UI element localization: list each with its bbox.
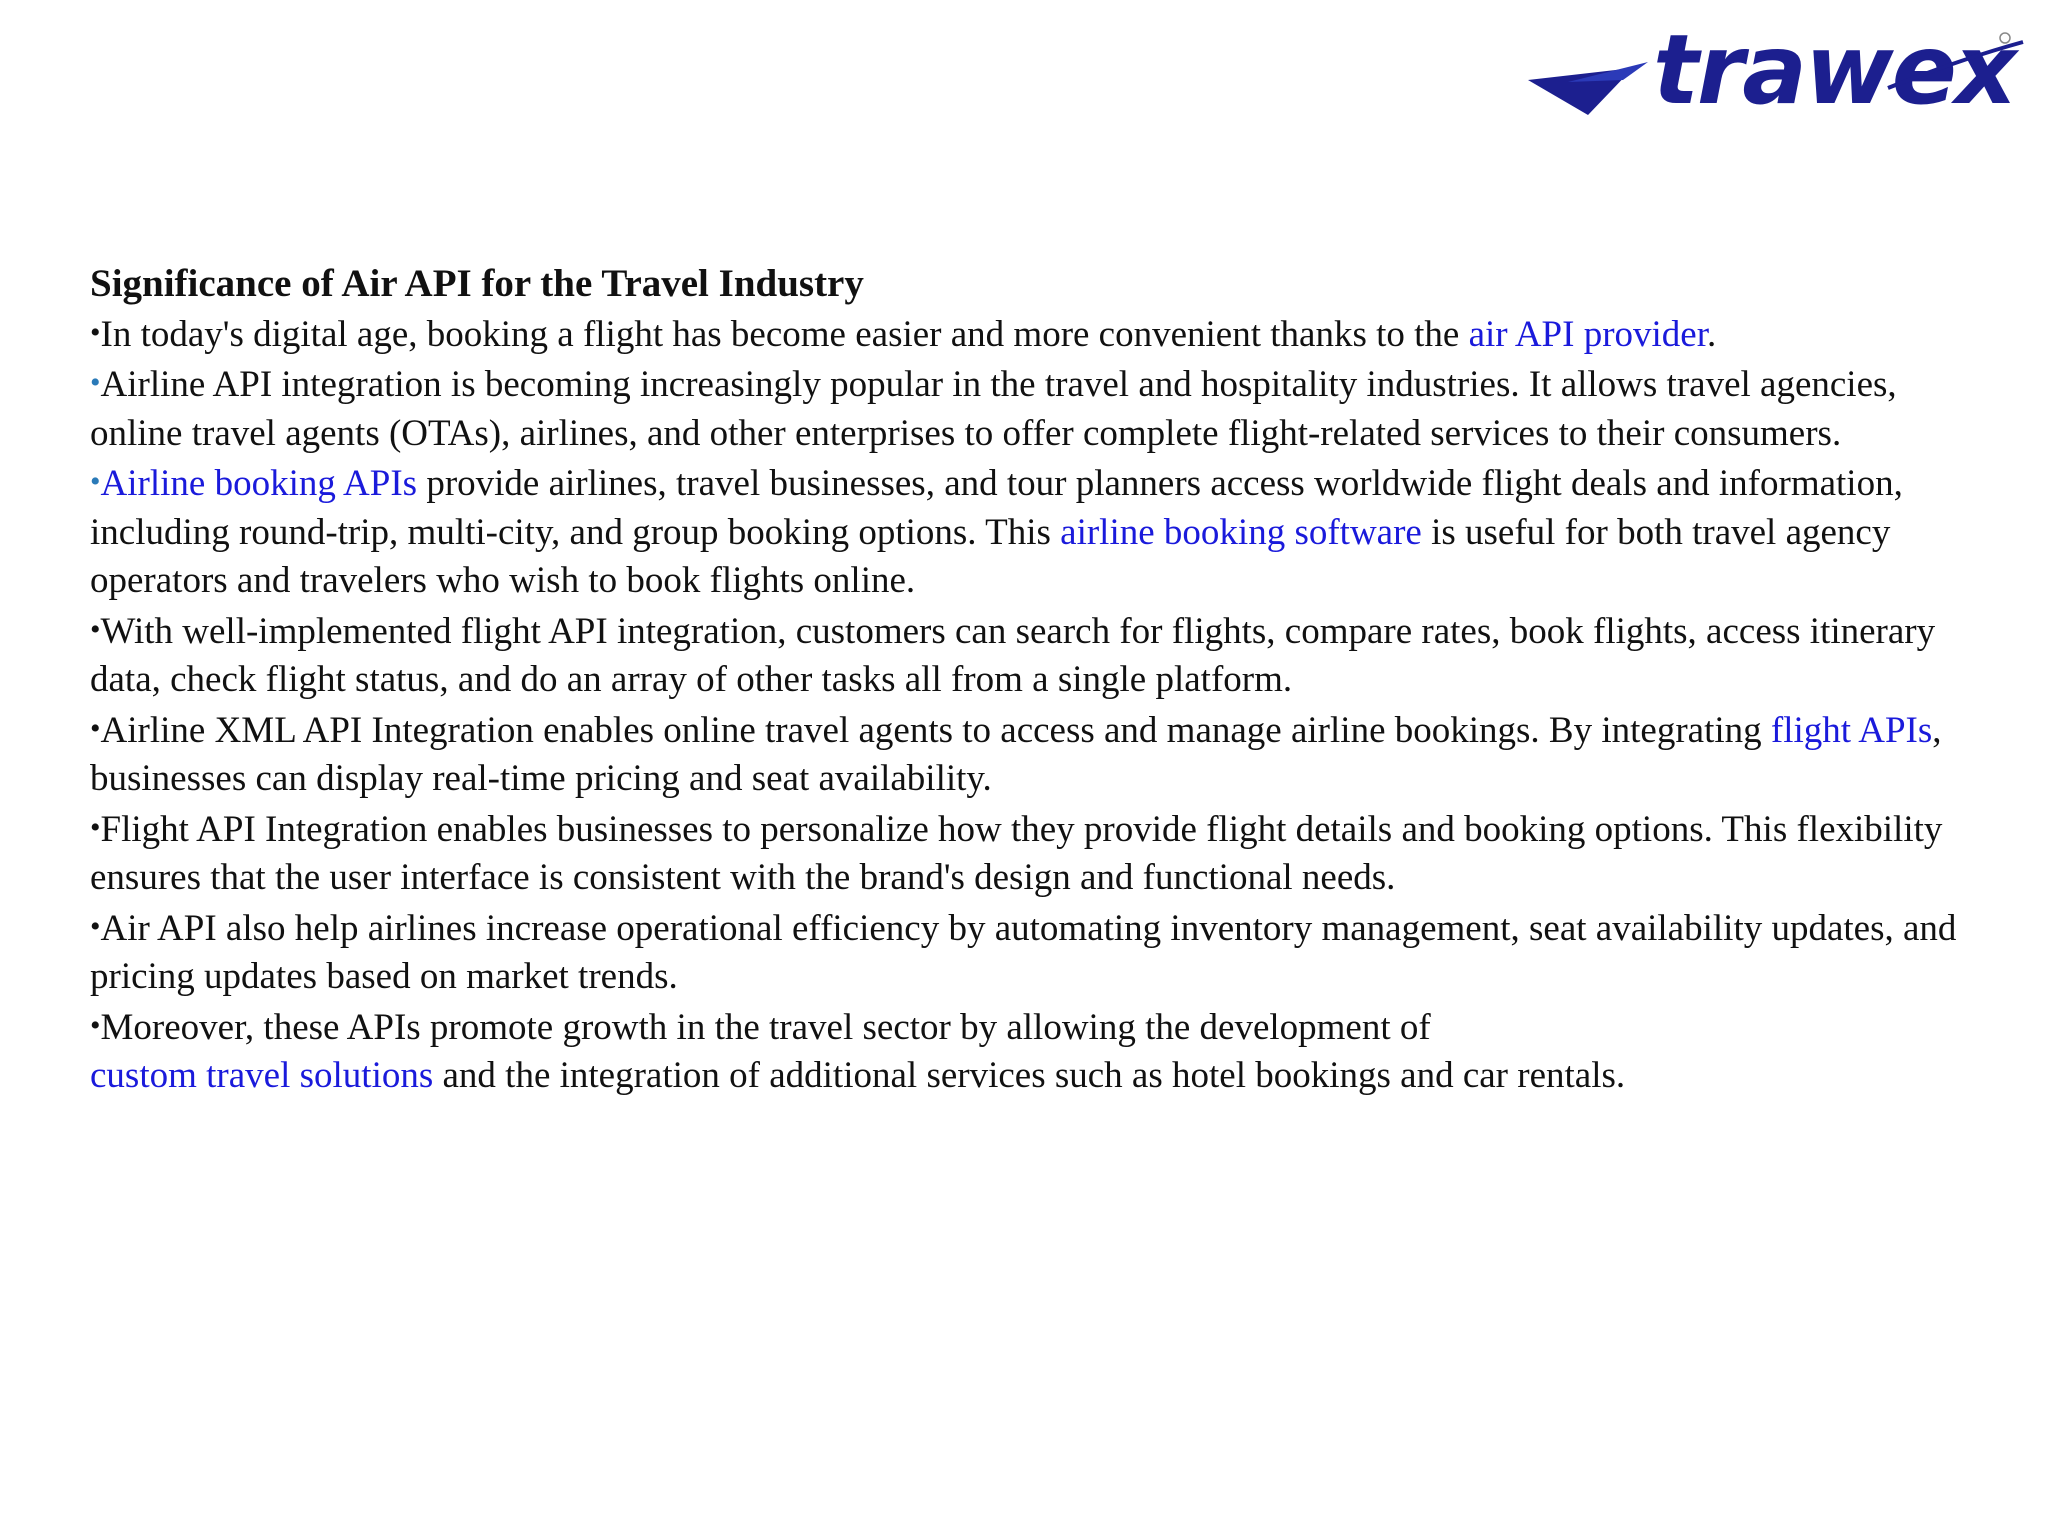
list-item [90, 903, 1990, 1002]
bullet: • [90, 810, 101, 844]
list-item [90, 458, 1990, 606]
item-text: Airline API integration is becoming increasingly popular in the travel and hospitality industries. It allows travel agencies, online travel agents (OTAs), airlines, and other enterprises to offer complete flight-related services to their consumers. [90, 364, 1897, 454]
item-text: In today's digital age, booking a flight has become easier and more convenient thanks to the [100, 313, 1469, 355]
item-text: , businesses can display real-time pricing and seat availability. [90, 709, 1942, 799]
logo-wordmark: trawex [1653, 14, 2015, 126]
list-item [90, 309, 1990, 360]
bullet: • [90, 315, 101, 349]
swoosh-icon [1828, 30, 2028, 90]
document-body [90, 260, 1990, 1101]
bullet: • [90, 465, 101, 498]
airline-booking-apis-link[interactable]: Airline booking APIs [100, 463, 418, 504]
item-text: Flight API Integration enables businesses to personalize how they provide flight details and booking options. This flexibility ensures that the user interface is consistent with the brand's design and functional needs. [90, 808, 1943, 898]
item-text: provide airlines, travel businesses, and tour planners access worldwide flight deals and information, including round-trip, multi-city, and group booking options. This [90, 463, 1903, 553]
bullet: • [90, 366, 101, 399]
trawex-logo [1528, 14, 2028, 130]
custom-travel-solutions-link[interactable]: custom travel solutions [90, 1055, 434, 1096]
item-text: Moreover, these APIs promote growth in the travel sector by allowing the development of [100, 1006, 1431, 1048]
list-item [90, 705, 1990, 804]
list-item [90, 606, 1990, 705]
item-text: . [1707, 313, 1717, 355]
air-api-provider-link[interactable]: air API provider [1468, 313, 1708, 355]
item-text: is useful for both travel agency operators and travelers who wish to book flights online. [90, 511, 1891, 601]
bullet: • [90, 909, 101, 943]
airline-booking-software-link[interactable]: airline booking software [1060, 511, 1422, 553]
item-text: Air API also help airlines increase operational efficiency by automating inventory management, seat availability updates, and pricing updates based on market trends. [90, 907, 1957, 997]
list-item [90, 804, 1990, 903]
item-text: With well-implemented flight API integration, customers can search for flights, compare rates, book flights, access itinerary data, check flight status, and do an array of other tasks all from a single platform. [90, 610, 1936, 700]
item-text: and the integration of additional services such as hotel bookings and car rentals. [433, 1055, 1626, 1096]
page-title: Significance of Air API for the Travel Industry [90, 262, 864, 305]
list-item [90, 1002, 1990, 1101]
list-item [90, 359, 1990, 458]
item-text: Airline XML API Integration enables online travel agents to access and manage airline bookings. By integrating [100, 709, 1771, 751]
flight-apis-link[interactable]: flight APIs [1770, 709, 1933, 751]
bullet: • [90, 1008, 101, 1042]
arrow-triangle-logo-icon [1528, 60, 1658, 120]
bullet: • [90, 711, 101, 745]
bullet: • [90, 612, 101, 646]
